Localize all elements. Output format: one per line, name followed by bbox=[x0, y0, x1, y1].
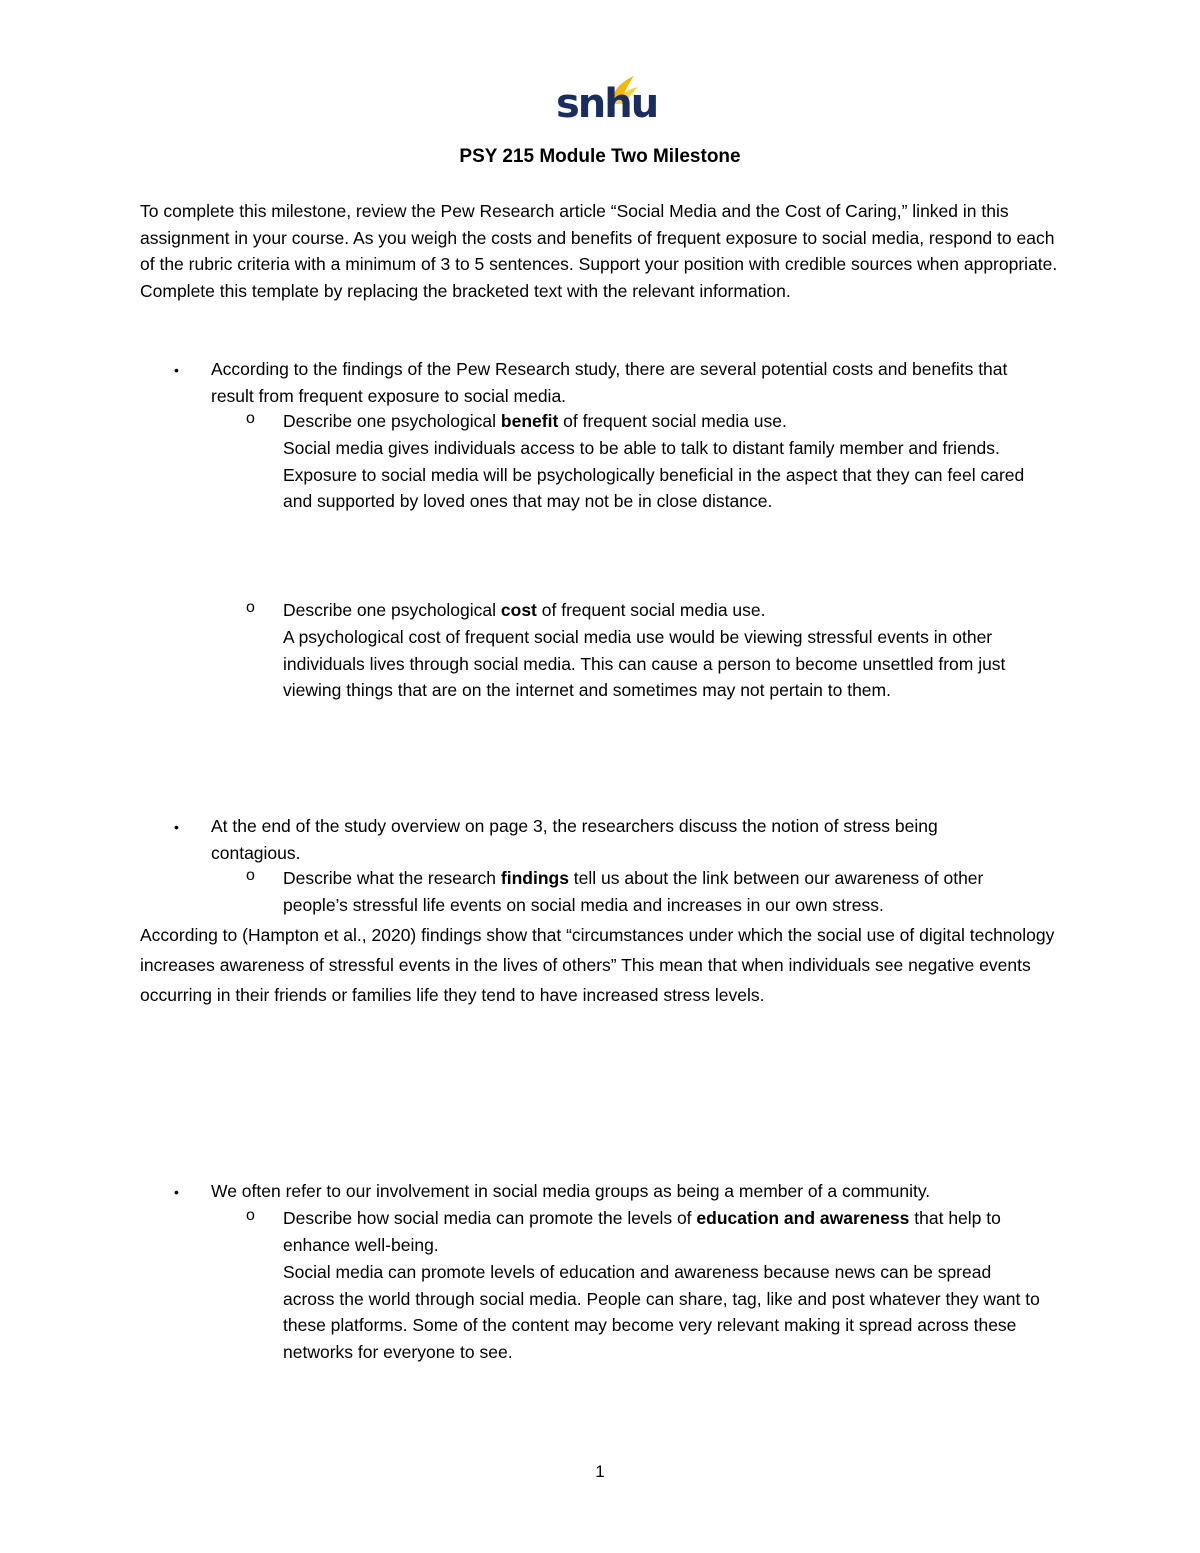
section2-question: Describe what the research findings tell us about the link between our awareness of other people’s stressful life events on social media and increases in our own stress. bbox=[283, 868, 984, 915]
section3-answer: Social media can promote levels of education and awareness because news can be spread across the world through social media. People can share, tag, like and post whatever they want to these platforms. Some of the content may become very relevant making it spread across these networks for everyone to see. bbox=[283, 1262, 1040, 1362]
sub-bullet-marker: o bbox=[246, 867, 255, 884]
intro-paragraph: To complete this milestone, review the Pew Research article “Social Media and the Cost of Caring,” linked in this assignment in your course. As you weigh the costs and benefits of frequent exposure to social media, respond to each of the rubric criteria with a minimum of 3 to 5 sentences. Support your position with credible sources when appropriate. Complete this template by replacing the bracketed text with the relevant information. bbox=[140, 201, 1058, 301]
bullet-marker: • bbox=[174, 819, 179, 835]
section1-question1: Describe one psychological benefit of frequent social media use. bbox=[283, 411, 787, 431]
section2-bullet: At the end of the study overview on page 3, the researchers discuss the notion of stress being contagious. bbox=[211, 816, 938, 863]
section1-question2: Describe one psychological cost of frequent social media use. bbox=[283, 600, 766, 620]
section1-bullet: According to the findings of the Pew Research study, there are several potential costs and benefits that result from frequent exposure to social media. bbox=[211, 359, 1008, 406]
section1-answer1: Social media gives individuals access to be able to talk to distant family member and friends. Exposure to social media will be psychologically beneficial in the aspect that they can feel cared and supported by loved ones that may not be in close distance. bbox=[283, 438, 1025, 511]
section2-answer: According to (Hampton et al., 2020) findings show that “circumstances under which the social use of digital technology increases awareness of stressful events in the lives of others” This mean that when individuals see negative events occurring in their friends or families life they tend to have increased stress levels. bbox=[140, 925, 1055, 1005]
page-title: PSY 215 Module Two Milestone bbox=[459, 146, 741, 167]
section3-question: Describe how social media can promote the levels of education and awareness that help to enhance well-being. bbox=[283, 1208, 1001, 1255]
snhu-logo bbox=[548, 70, 658, 136]
bullet-marker: • bbox=[174, 362, 179, 378]
bullet-marker: • bbox=[174, 1184, 179, 1200]
sub-bullet-marker: o bbox=[246, 599, 255, 616]
section1-answer2: A psychological cost of frequent social media use would be viewing stressful events in other individuals lives through social media. This can cause a person to become unsettled from just viewing things that are on the internet and sometimes may not pertain to them. bbox=[283, 627, 1006, 700]
page-number: 1 bbox=[595, 1462, 605, 1481]
logo-wordmark: snhu bbox=[556, 81, 658, 127]
sub-bullet-marker: o bbox=[246, 410, 255, 427]
sub-bullet-marker: o bbox=[246, 1207, 255, 1224]
section3-bullet: We often refer to our involvement in social media groups as being a member of a community. bbox=[211, 1181, 931, 1201]
